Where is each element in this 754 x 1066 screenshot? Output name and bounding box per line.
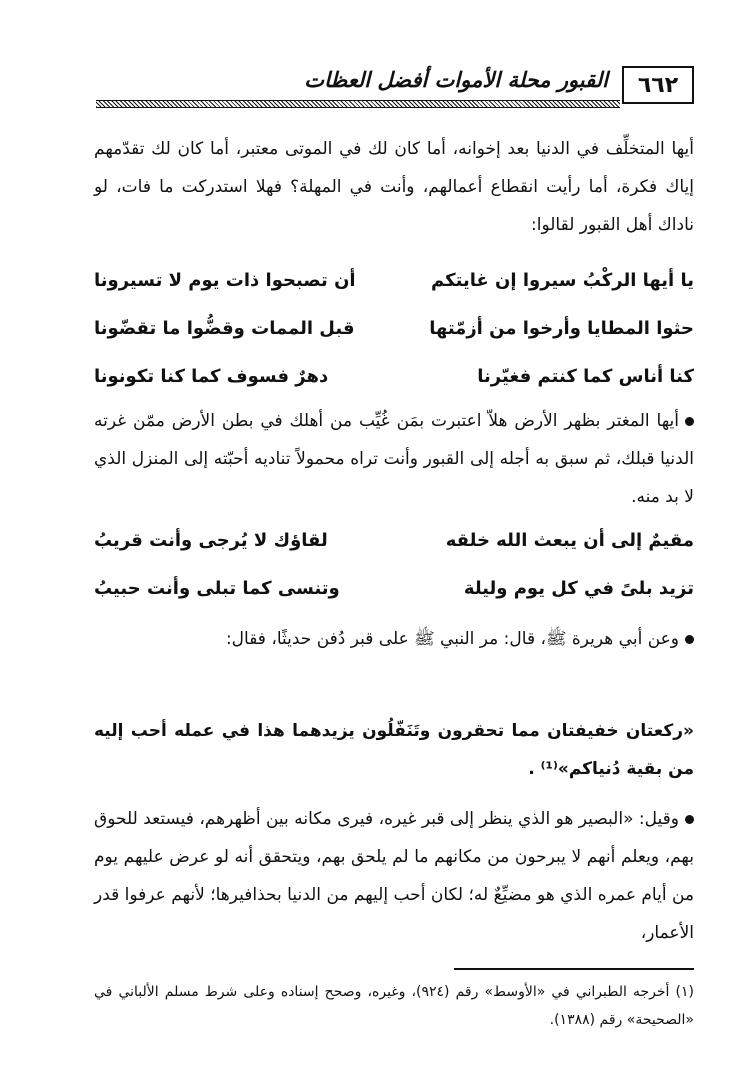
footnote-rule: [454, 968, 694, 970]
running-title: القبور محلة الأموات أفضل العظات: [304, 68, 608, 92]
verse-row: [94, 578, 694, 618]
paragraph-2: [94, 402, 694, 516]
verse-row: [94, 366, 694, 406]
verse-second-hemistich: لقاؤك لا يُرجى وأنت قريبُ: [94, 530, 328, 551]
paragraph-4: [94, 800, 694, 952]
bullet-icon: [685, 635, 694, 644]
page-number: ٦٦٢: [622, 66, 694, 104]
paragraph-1: أيها المتخلِّف في الدنيا بعد إخوانه، أما كان لك في الموتى معتبر، أما كان لك تقدّمهم إياك فكرة، أما رأيت انقطاع أعمالهم، وأنت في المهلة؟ فهلا استدركت ما فات، لو ناداك أهل القبور لقالوا:: [94, 139, 694, 235]
verse-row: [94, 318, 694, 358]
verse-first-hemistich: يا أيها الركْبُ سيروا إن غايتكم: [431, 270, 694, 291]
paragraph-3: [94, 620, 694, 658]
page-header: [96, 66, 694, 110]
header-rule: [96, 100, 620, 108]
paragraph-3-text: وعن أبي هريرة ﷺ، قال: مر النبي ﷺ على قبر دُفن حديثًا، فقال:: [225, 629, 679, 649]
verse-first-hemistich: كنا أناس كما كنتم فغيّرنا: [477, 366, 694, 387]
paragraph-2-text: أيها المغتر بظهر الأرض هلاّ اعتبرت بمَن غُيِّب من أهلك في بطن الأرض ممّن غرته الدنيا قبلك، ثم سبق به أجله إلى القبور وأنت تراه محمولاً تناديه أحبّته إلى المنزل الذي لا بد منه.: [94, 411, 694, 507]
bullet-icon: [685, 815, 694, 824]
paragraph-4-text: وقيل: «البصير هو الذي ينظر إلى قبر غيره، فيرى مكانه بين أظهرهم، فيستعد للحوق بهم، ويعلم أنهم لا يبرحون من مكانهم ما لم يلحق بهم، ويتحقق أنه لو عرض عليهم يوم من أيام عمره الذي هو مضيِّعٌ له؛ لكان أحب إليهم من الدنيا بحذافيرها؛ لأنهم عرفوا قدر الأعمار،: [94, 809, 694, 943]
verse-second-hemistich: دهرٌ فسوف كما كنا تكونونا: [94, 366, 329, 387]
bullet-icon: [685, 417, 694, 426]
footnote: (١) أخرجه الطبراني في «الأوسط» رقم (٩٢٤)، وغيره، وصحح إسناده وعلى شرط مسلم الألباني في «الصحيحة» رقم (١٣٨٨).: [94, 984, 695, 1028]
verse-row: [94, 270, 694, 310]
verse-row: [94, 530, 694, 570]
hadith-quote: «ركعتان خفيفتان مما تحقرون وتَنَفّلُون يزيدهما هذا في عمله أحب إليه من بقية دُنياكم»⁽¹⁾ .: [94, 721, 694, 779]
verse-first-hemistich: تزيد بلىً في كل يوم وليلة: [463, 578, 694, 599]
verse-second-hemistich: أن تصبحوا ذات يوم لا تسيرونا: [94, 270, 356, 291]
verse-first-hemistich: مقيمٌ إلى أن يبعث الله خلقه: [445, 530, 694, 551]
verse-second-hemistich: وتنسى كما تبلى وأنت حبيبُ: [94, 578, 340, 599]
verse-first-hemistich: حثوا المطايا وأرخوا من أزمّتها: [429, 318, 694, 339]
verse-second-hemistich: قبل الممات وقضُّوا ما تقضّونا: [94, 318, 355, 339]
